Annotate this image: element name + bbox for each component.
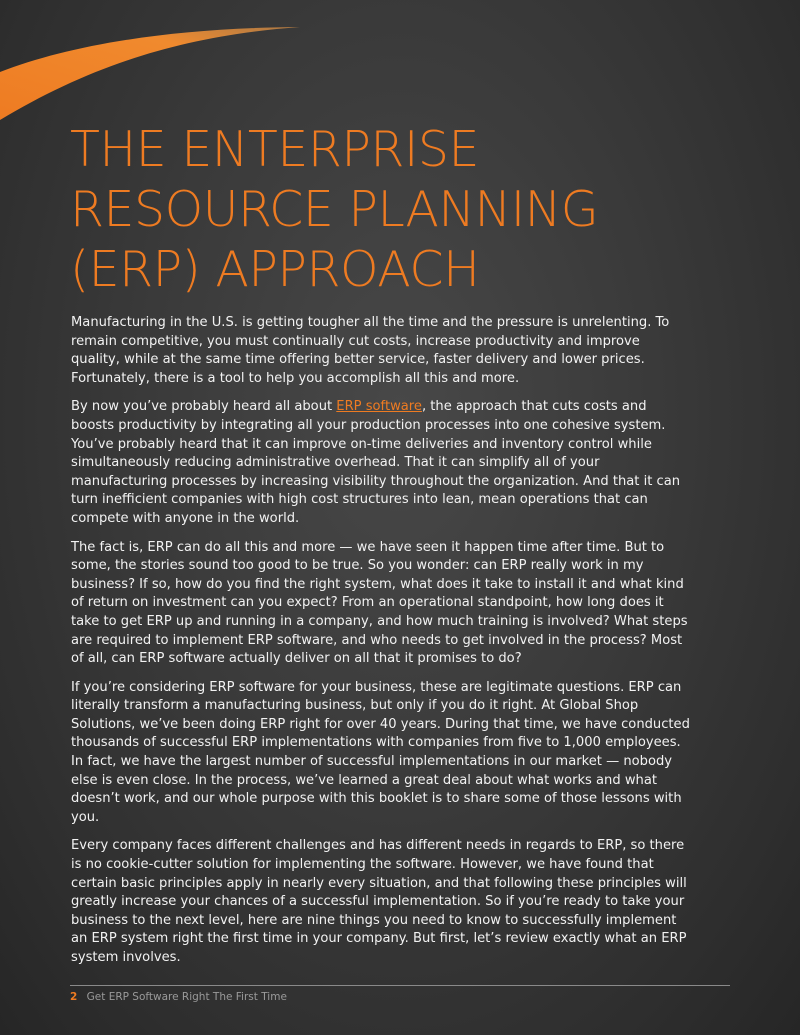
paragraph-text: By now you’ve probably heard all about	[71, 399, 337, 415]
page-title	[70, 120, 598, 300]
orange-swoosh-decoration	[0, 0, 320, 130]
paragraph-intro: Manufacturing in the U.S. is getting tougher all the time and the pressure is unrelenting. To remain competitive, you must continually cut costs, increase productivity and improve quality, while at the same time offering better service, faster delivery and lower prices. Fortunately, there is a tool to help you accomplish all this and more.	[71, 315, 670, 386]
erp-software-link[interactable]: ERP software	[336, 399, 422, 415]
paragraph-global-shop: If you’re considering ERP software for your business, these are legitimate questions. ERP can literally transform a manufacturing business, but only if you do it right. At Global Shop Solutions, we’ve been doing ERP right for over 40 years. During that time, we have conducted thousands of successful ERP implementations with companies from five to 1,000 employees. In fact, we have the largest number of successful implementations in our market — nobody else is even close. In the process, we’ve learned a great deal about what works and what doesn’t work, and our whole purpose with this booklet is to share some of those lessons with you.	[71, 679, 690, 825]
page-number: 2	[70, 991, 78, 1003]
title-line-2: RESOURCE PLANNING	[70, 181, 599, 238]
page-footer	[70, 991, 287, 1003]
paragraph-text: , the approach that cuts costs and boosts productivity by integrating all your production processes into one cohesive system. You’ve probably heard that it can improve on-time deliveries and inventory control while simultaneously reducing administrative overhead. That it can simplify all of your manufacturing processes by increasing visibility throughout the organization. And that it can turn inefficient companies with high cost structures into lean, mean operations that can compete with anyone in the world.	[71, 399, 681, 526]
title-line-3: (ERP) APPROACH	[70, 241, 480, 298]
body-text	[71, 314, 691, 978]
paragraph-principles: Every company faces different challenges and has different needs in regards to ERP, so there is no cookie-cutter solution for implementing the software. However, we have found that certain basic principles apply in nearly every situation, and that following these principles will greatly increase your chances of a successful implementation. So if you’re ready to take your business to the next level, here are nine things you need to know to successfully implement an ERP system right the first time in your company. But first, let’s review exactly what an ERP system involves.	[71, 838, 687, 965]
paragraph-erp-software	[71, 398, 691, 528]
title-line-1: THE ENTERPRISE	[70, 121, 479, 178]
paragraph-questions: The fact is, ERP can do all this and more — we have seen it happen time after time. But to some, the stories sound too good to be true. So you wonder: can ERP really work in my business? If so, how do you find the right system, what does it take to install it and what kind of return on investment can you expect? From an operational standpoint, how long does it take to get ERP up and running in a company, and how much training is involved? What steps are required to implement ERP software, and who needs to get involved in the process? Most of all, can ERP software actually deliver on all that it promises to do?	[71, 539, 688, 667]
footer-divider	[70, 985, 730, 986]
footer-title: Get ERP Software Right The First Time	[86, 991, 287, 1003]
